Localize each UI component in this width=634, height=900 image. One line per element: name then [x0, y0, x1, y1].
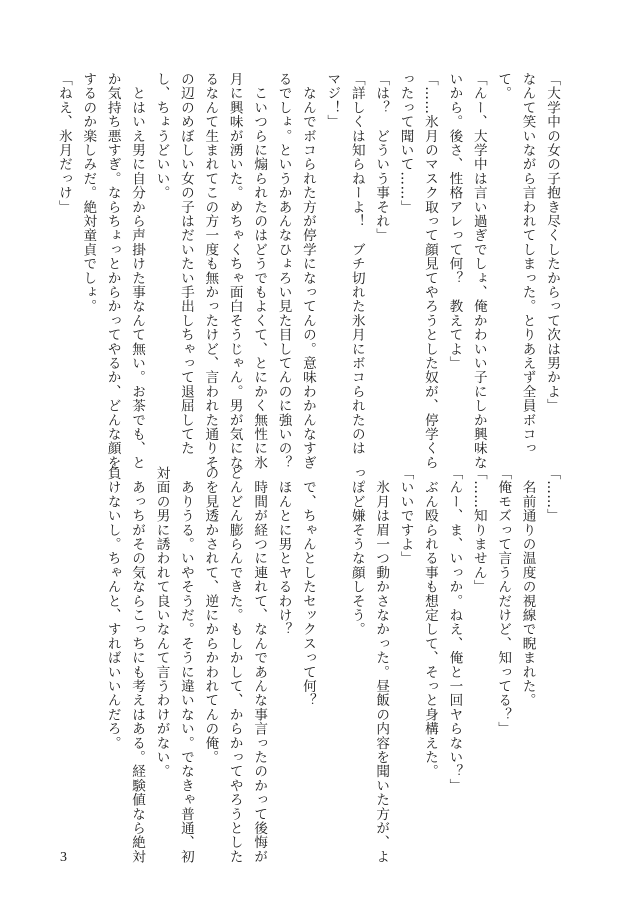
text-line: あっちがその気ならこっちにも考えはある。経験値なら絶対 — [129, 466, 146, 864]
text-line: の辺のめぼしい女の子はだいたい手出しちゃって退屈してた — [177, 72, 194, 456]
text-line: し、ちょうどいい。 — [153, 72, 170, 200]
text-line: で、ちゃんとしたセックスって何？ — [299, 466, 316, 708]
text-line: なんでボコられた方が停学になってんの。意味わかんなすぎ — [299, 72, 316, 470]
text-line: 月に興味が湧いた。めちゃくちゃ面白そうじゃん。男が気にな — [226, 72, 243, 470]
text-line: 「……知りません」 — [470, 466, 487, 594]
text-block-top — [51, 72, 564, 470]
text-line: 「いいですよ」 — [397, 466, 414, 566]
text-line: するのか楽しみだ。絶対童貞でしょ。 — [80, 72, 97, 314]
text-line: ほんとに男とヤるわけ？ — [275, 466, 292, 637]
text-line: 「は？ どういう事それ」 — [373, 72, 390, 243]
text-line: 「俺モズって言うんだけど、知ってる？」 — [495, 466, 512, 736]
text-line: 「詳しくは知らねーよ！ ブチ切れた氷月にボコられたのは — [348, 72, 365, 456]
text-line: 氷月は眉一つ動かさなかった。昼飯の内容を聞いた方が、よ — [373, 466, 390, 864]
text-line: ったって聞いて……」 — [397, 72, 414, 214]
text-line: こいつらに煽られたのはどうでもよくて、とにかく無性に氷 — [251, 72, 268, 470]
text-line: どんどん膨らんできた。もしかして、からかってやろうとした — [226, 466, 243, 864]
text-line: マジ！」 — [324, 72, 341, 129]
text-line: 時間が経つに連れて、なんであんな事言ったのかって後悔が — [251, 466, 268, 864]
text-line: 「ねえ、氷月だっけ」 — [55, 72, 72, 214]
text-line: るなんて生まれてこの方一度も無かったけど、言われた通りそ — [202, 72, 219, 470]
text-line: っぽど嫌そうな顔しそう。 — [348, 466, 365, 637]
page-number: 3 — [60, 850, 67, 865]
text-line: 「……」 — [544, 466, 560, 523]
text-line: ぶん殴られる事も想定して、そっと身構えた。 — [421, 466, 438, 779]
text-line: 負けないし。ちゃんと、すればいいんだろ。 — [104, 466, 121, 750]
text-line: いから。後さ、性格アレって何？ 教えてよ」 — [446, 72, 463, 371]
text-line: 名前通りの温度の視線で睨まれた。 — [519, 466, 536, 708]
text-line: て。 — [495, 72, 512, 101]
text-line: 「……氷月のマスク取って顔見てやろうとした奴が、停学くら — [421, 72, 438, 470]
text-line: 「んー、ま、いっか。ねえ、俺と一回ヤらない？」 — [446, 466, 463, 793]
text-line — [320, 466, 344, 826]
text-line: 「んー、大学中は言い過ぎでしょ、俺かわいい子にしか興味な — [470, 72, 487, 470]
text-line: 対面の男に誘われて良いなんて言うわけがない。 — [153, 466, 170, 779]
text-line: 「大学中の女の子抱き尽くしたからって次は男かよ」 — [544, 72, 560, 413]
text-line: なんて笑いながら言われてしまった。とりあえず全員ボコっ — [519, 72, 536, 456]
text-block-bottom — [100, 466, 564, 864]
text-line: のを見透かされて、逆にからかわれてんの俺。 — [202, 466, 219, 765]
text-line: るでしょ。というかあんなひょろい見た目してんのに強いの？ — [275, 72, 292, 470]
text-line: ありうる。いやそうだ。そうに違いない。でなきゃ普通、初 — [177, 466, 194, 864]
text-line: か気持ち悪すぎ。ならちょっとからかってやるか、どんな顔を — [104, 72, 121, 470]
text-line: とはいえ男に自分から声掛けた事なんて無い。お茶でも、と — [129, 72, 146, 470]
